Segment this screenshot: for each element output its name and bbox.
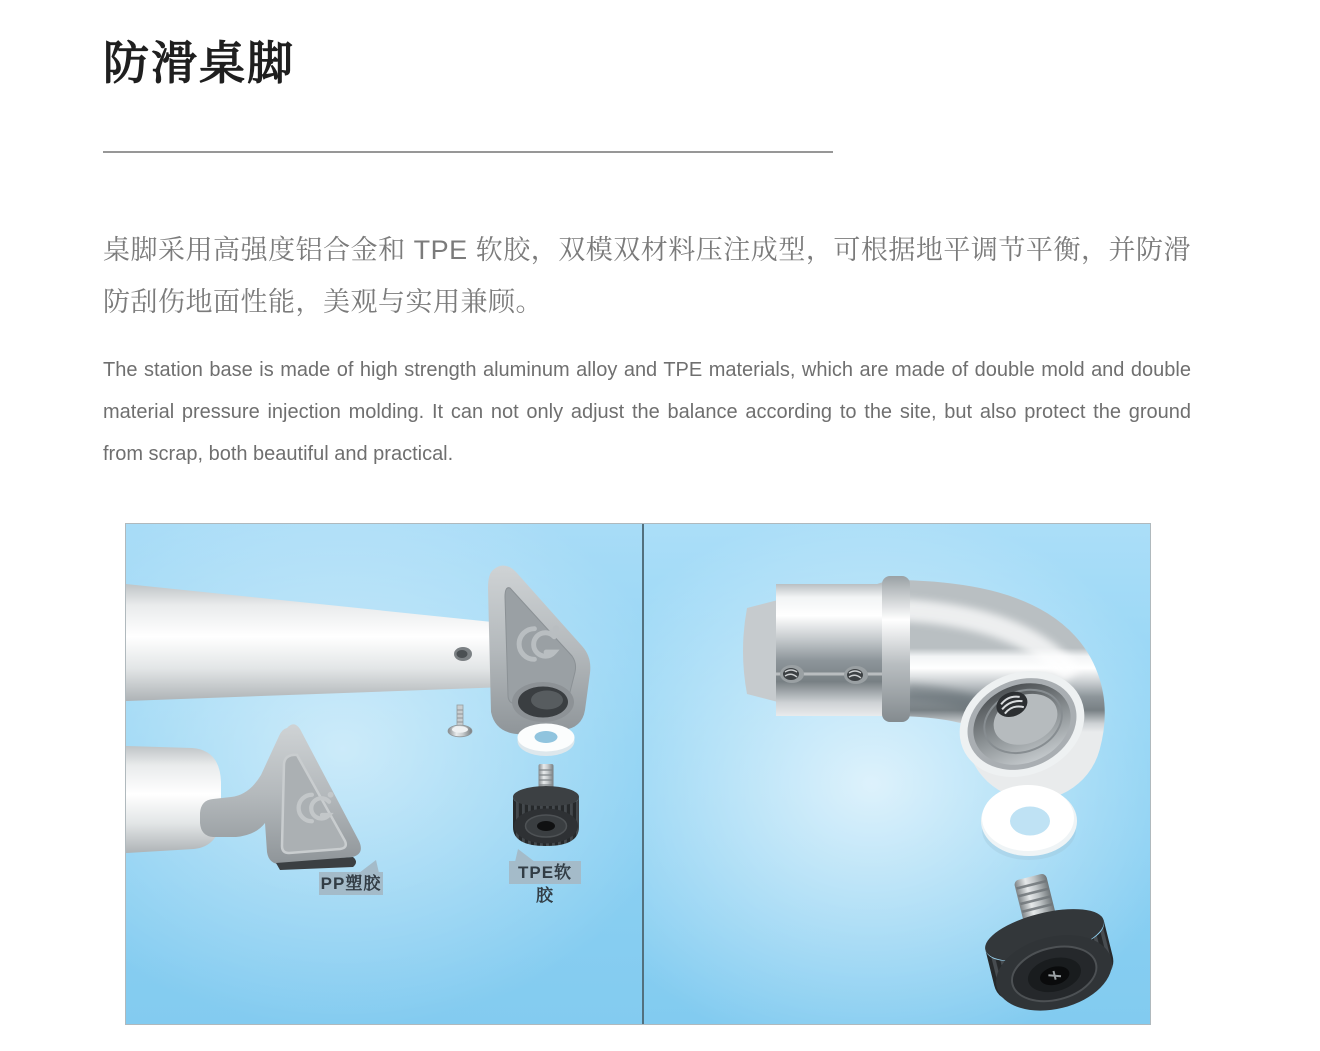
label-tpe-rubber — [509, 861, 581, 905]
description-zh: 桌脚采用高强度铝合金和 TPE 软胶，双模双材料压注成型，可根据地平调节平衡，并防滑防刮伤地面性能，美观与实用兼顾。 — [103, 235, 1191, 317]
elbow-clamp — [743, 576, 910, 722]
title-divider — [103, 151, 833, 153]
description-en: The station base is made of high strength aluminum alloy and TPE materials, which are made of double mold and double material pressure injection molding. It can not only adjust the balance according to the site, but also protect the ground from scrap, both beautiful and practical. — [103, 359, 1191, 465]
exploded-view-left-illustration — [126, 524, 642, 1024]
label-tpe-text: TPE软胶 — [517, 863, 573, 905]
tpe-foot-left — [513, 764, 579, 846]
washer-right — [981, 785, 1077, 860]
set-screw — [844, 666, 868, 684]
washer-left — [518, 724, 575, 757]
figure-panel-right — [644, 524, 1150, 1024]
page-title: 防滑桌脚 — [103, 37, 295, 89]
exploded-view-right-illustration — [644, 524, 1150, 1024]
elbow-connector — [743, 576, 1100, 795]
set-screw — [780, 665, 804, 683]
adjustable-foot — [971, 862, 1122, 1023]
corner-foot-cap — [200, 724, 361, 870]
tube-bottom — [126, 746, 221, 853]
tube-top — [126, 584, 532, 701]
screw — [448, 705, 472, 737]
label-pp-text: PP塑胶 — [320, 874, 382, 893]
product-figure — [125, 523, 1151, 1025]
label-pp-plastic — [319, 872, 383, 895]
figure-panel-left — [126, 524, 642, 1024]
